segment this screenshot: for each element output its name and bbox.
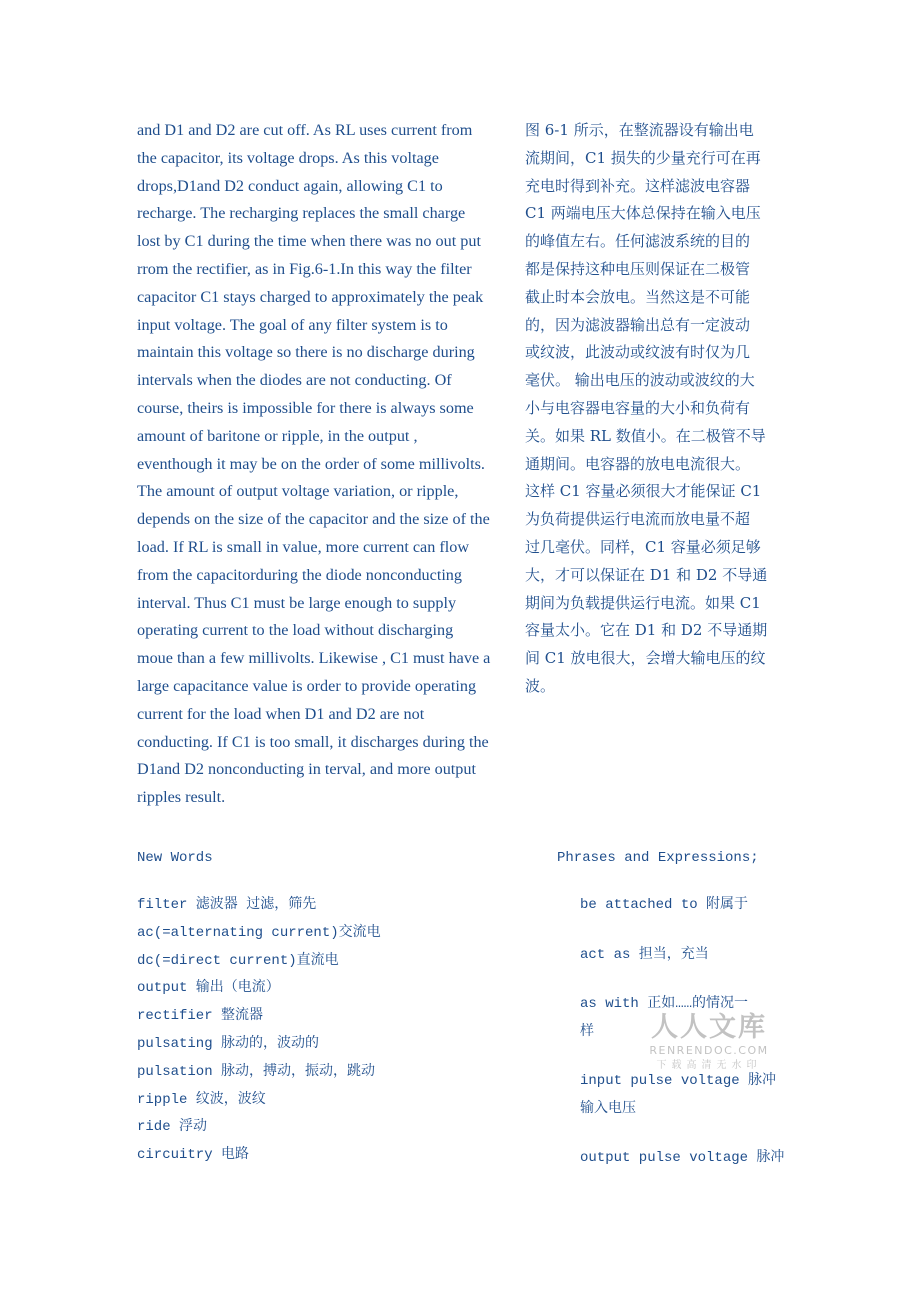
english-line: capacitor C1 stays charged to approximately the peak — [137, 287, 484, 306]
chinese-line: 期间为负载提供运行电流。如果 C1 — [525, 593, 761, 612]
phrase-line: input pulse voltage 脉冲 — [580, 1073, 777, 1089]
chinese-line: 小与电容器电容量的大小和负荷有 — [525, 398, 751, 417]
english-line: current for the load when D1 and D2 are not — [137, 704, 425, 723]
english-line: the capacitor, its voltage drops. As this voltage — [137, 148, 439, 167]
chinese-line: 波。 — [525, 676, 556, 695]
english-line: recharge. The recharging replaces the small charge — [137, 204, 466, 223]
chinese-line: 大，才可以保证在 D1 和 D2 不导通 — [525, 565, 768, 584]
new-words-heading: New Words — [137, 850, 213, 866]
english-line: amount of baritone or ripple, in the output , — [137, 426, 418, 445]
word-item: filter 滤波器 过滤，筛先 — [137, 897, 317, 913]
chinese-line: 图 6-1 所示，在整流器设有输出电 — [525, 121, 754, 139]
phrase-line: as with 正如……的情况一 — [580, 996, 749, 1012]
new-words-list — [137, 892, 381, 1170]
english-line: large capacitance value is order to provide operating — [137, 676, 477, 695]
phrase-item — [580, 1068, 784, 1123]
english-line: maintain this voltage so there is no discharge during — [137, 343, 475, 362]
phrase-line: act as 担当，充当 — [580, 946, 709, 963]
phrase-line: output pulse voltage 脉冲 — [580, 1150, 785, 1166]
english-line: from the capacitorduring the diode nonconducting — [137, 565, 462, 584]
word-item: ac(=alternating current)交流电 — [137, 924, 381, 941]
word-item: ripple 纹波，波纹 — [137, 1091, 266, 1108]
english-line: depends on the size of the capacitor and the size of the — [137, 510, 490, 529]
watermark-tagline: 下载高清无水印 — [656, 1060, 762, 1071]
chinese-line: 毫伏。 输出电压的波动或波纹的大 — [525, 371, 755, 390]
watermark-site: RENRENDOC.COM — [649, 1044, 769, 1057]
word-item: ride 浮动 — [137, 1119, 208, 1136]
watermark-logo: 人人文库 — [651, 1012, 767, 1043]
english-line: moue than a few millivolts. Likewise , C1 must have a — [137, 649, 491, 668]
english-line: lost by C1 during the time when there was no out put — [137, 232, 481, 251]
english-line: conducting. If C1 is too small, it discharges during the — [137, 732, 489, 751]
english-line: input voltage. The goal of any filter system is to — [137, 315, 448, 334]
word-item: circuitry 电路 — [137, 1147, 250, 1164]
phrase-item — [580, 1145, 784, 1173]
phrase-line: 输入电压 — [580, 1100, 636, 1117]
phrase-line: be attached to 附属于 — [580, 897, 749, 913]
english-line: eventhough it may be on the order of some millivolts. — [137, 454, 485, 473]
english-line: course, theirs is impossible for there is always some — [137, 398, 474, 417]
chinese-line: 都是保持这种电压则保证在二极管 — [525, 259, 751, 278]
watermark — [646, 1012, 772, 1074]
chinese-line: 截止时本会放电。当然这是不可能 — [525, 287, 751, 306]
english-paragraph — [137, 117, 515, 812]
chinese-paragraph — [525, 117, 785, 701]
english-line: operating current to the load without discharging — [137, 621, 454, 640]
word-item: pulsation 脉动，搏动，振动，跳动 — [137, 1063, 376, 1080]
phrase-line: 样 — [580, 1023, 594, 1040]
chinese-line: 流期间，C1 损失的少量充行可在再 — [525, 148, 761, 167]
word-item: rectifier 整流器 — [137, 1008, 264, 1025]
chinese-line: 容量太小。它在 D1 和 D2 不导通期 — [525, 621, 768, 640]
chinese-line: 的峰值左右。任何滤波系统的目的 — [525, 232, 751, 251]
chinese-line: 间 C1 放电很大，会增大输电压的纹 — [525, 649, 766, 668]
english-line: drops,D1and D2 conduct again, allowing C1 to — [137, 176, 443, 195]
english-line: load. If RL is small in value, more current can flow — [137, 537, 470, 556]
phrase-item — [580, 892, 784, 920]
english-line: intervals when the diodes are not conducting. Of — [137, 371, 452, 390]
chinese-line: 充电时得到补充。这样滤波电容器 — [525, 176, 751, 195]
chinese-line: 为负荷提供运行电流而放电量不超 — [525, 510, 751, 529]
chinese-line: 或纹波，此波动或纹波有时仅为几 — [525, 343, 751, 362]
chinese-line: 的，因为滤波器输出总有一定波动 — [525, 315, 751, 334]
english-line: rrom the rectifier, as in Fig.6-1.In this way the filter — [137, 259, 472, 278]
phrases-heading: Phrases and Expressions; — [557, 850, 759, 866]
word-item: pulsating 脉动的，波动的 — [137, 1035, 320, 1052]
chinese-line: 这样 C1 容量必须很大才能保证 C1 — [525, 482, 762, 501]
word-item: output 输出（电流） — [137, 980, 280, 997]
english-line: The amount of output voltage variation, or ripple, — [137, 482, 459, 501]
chinese-line: 关。如果 RL 数值小。在二极管不导 — [525, 426, 766, 445]
english-line: D1and D2 nonconducting in terval, and more output — [137, 760, 476, 779]
word-item: dc(=direct current)直流电 — [137, 952, 339, 969]
chinese-line: 过几毫伏。同样，C1 容量必须足够 — [525, 537, 761, 556]
chinese-line: C1 两端电压大体总保持在输入电压 — [525, 204, 761, 223]
chinese-line: 通期间。电容器的放电电流很大。 — [525, 454, 751, 473]
phrase-item — [580, 942, 784, 970]
english-line: ripples result. — [137, 788, 226, 807]
english-line: interval. Thus C1 must be large enough to supply — [137, 593, 457, 612]
english-line: and D1 and D2 are cut off. As RL uses current from — [137, 121, 473, 139]
